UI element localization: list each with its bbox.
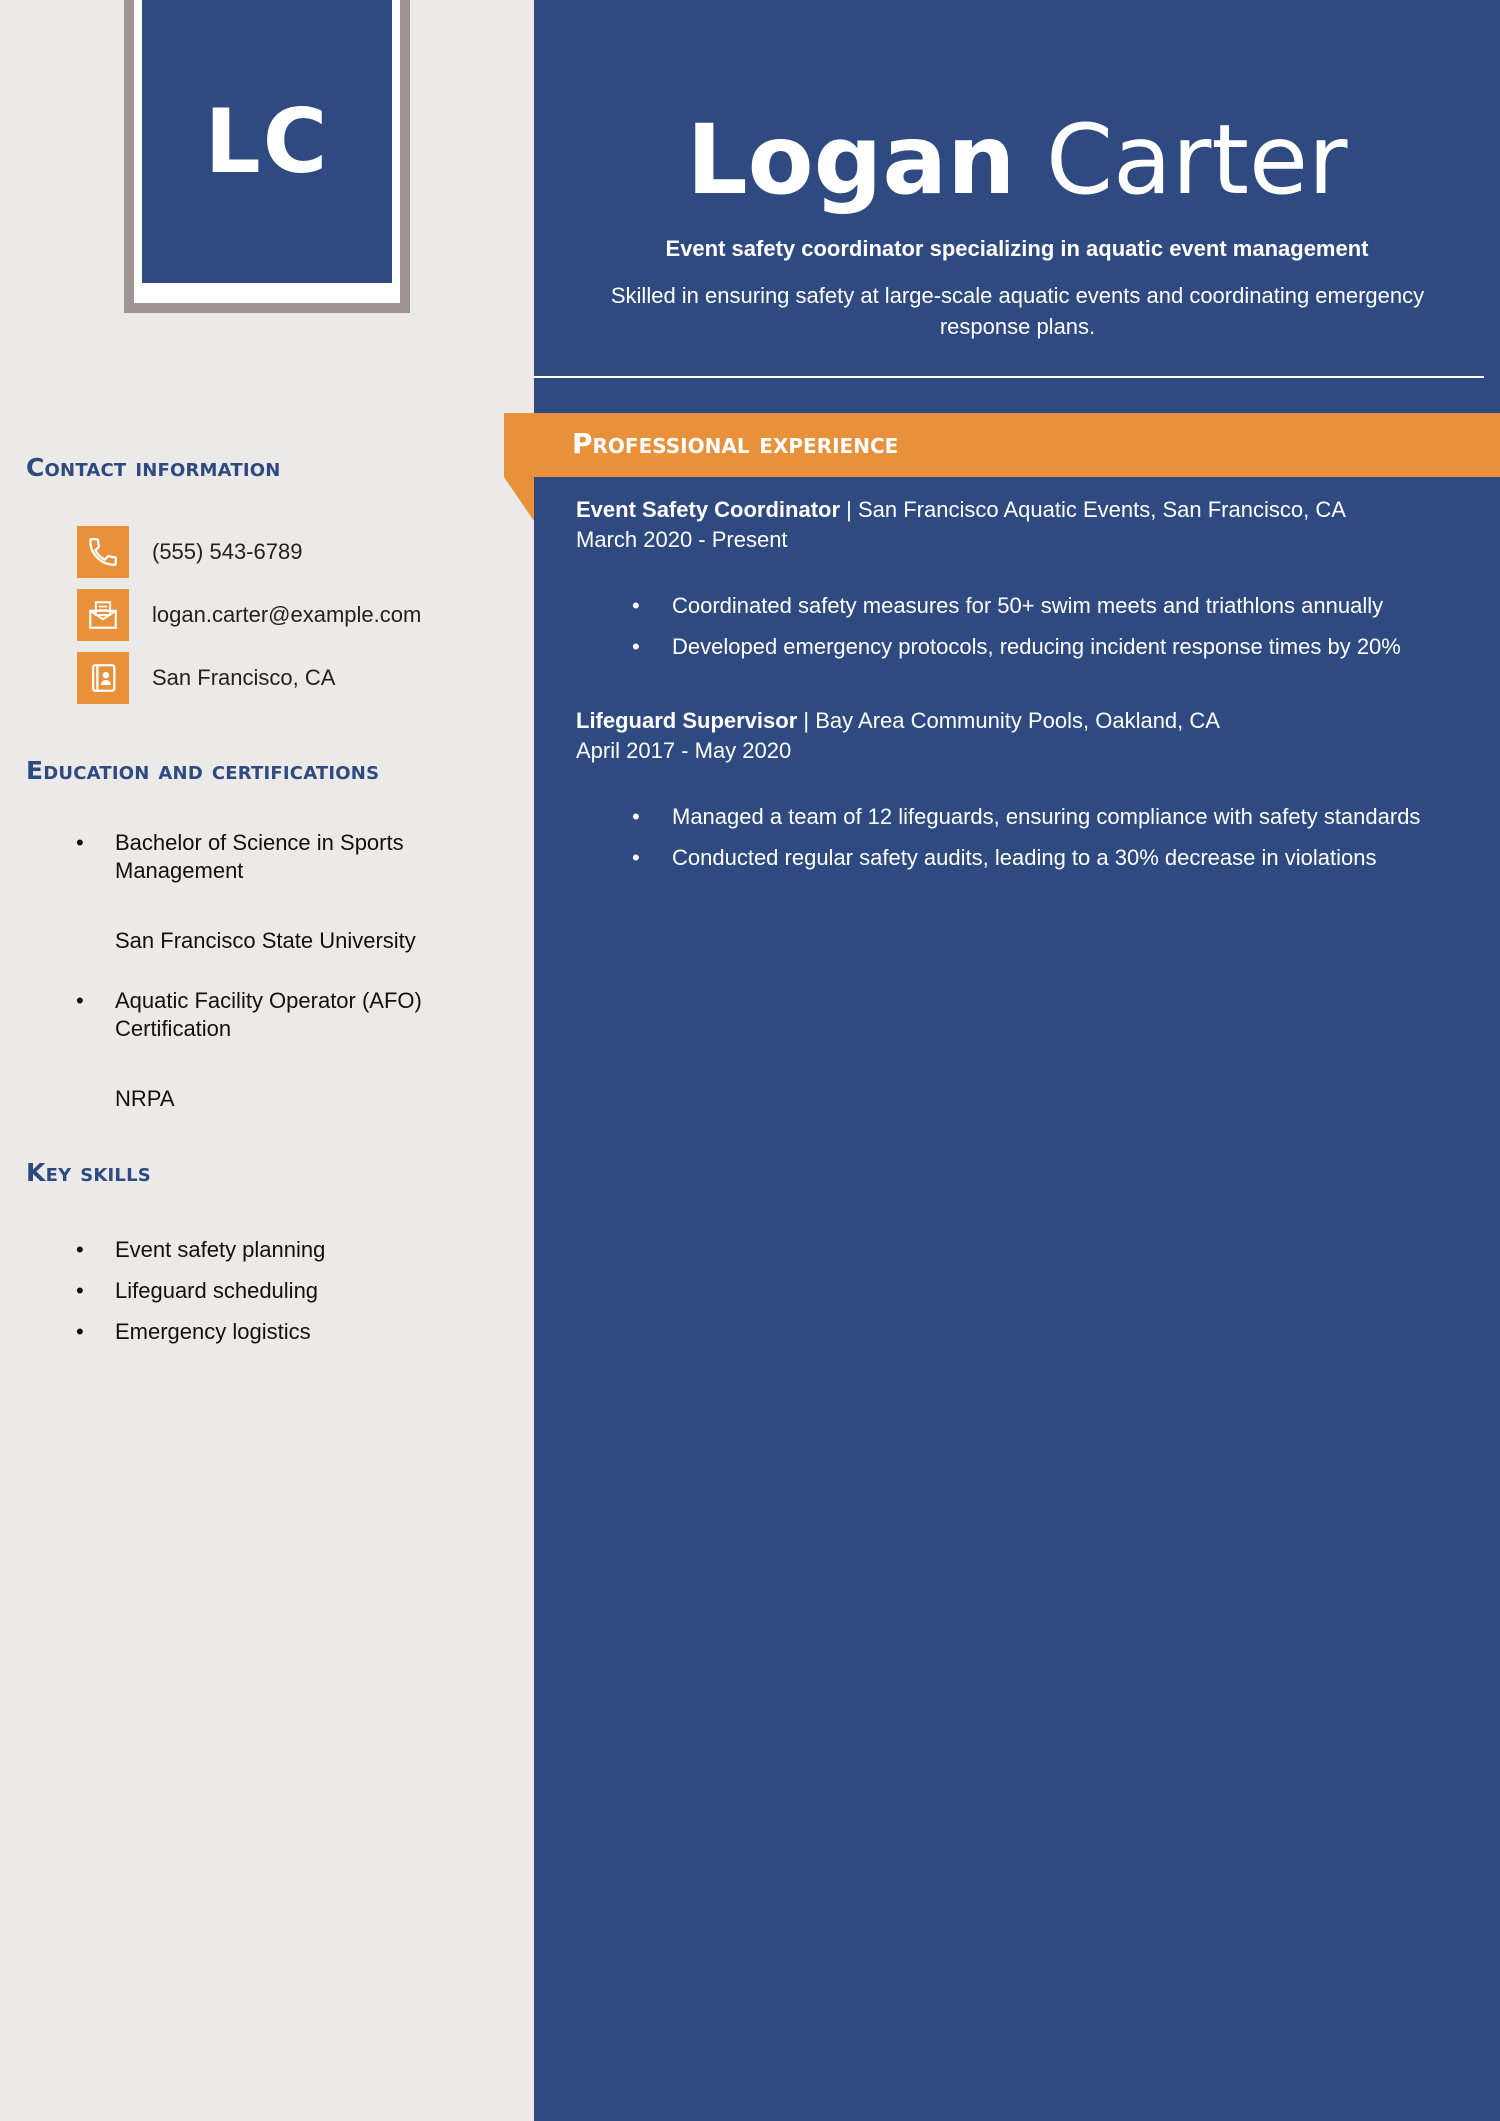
job-entry xyxy=(576,495,1476,667)
job-bullets xyxy=(576,796,1476,878)
job-bullets xyxy=(576,585,1476,667)
contact-location: San Francisco, CA xyxy=(152,665,336,690)
job-entry xyxy=(576,706,1476,878)
skill-item: • Lifeguard scheduling xyxy=(26,1270,506,1311)
job-bullet: • Conducted regular safety audits, leading to a 30% decrease in violations xyxy=(576,837,1476,878)
experience-section-title: Professional experience xyxy=(572,427,899,460)
tagline: Event safety coordinator specializing in aquatic event management xyxy=(665,236,1369,261)
job-company: | San Francisco Aquatic Events, San Francisco, CA xyxy=(840,497,1346,522)
job-bullet: • Coordinated safety measures for 50+ swim meets and triathlons annually xyxy=(576,585,1476,626)
address-book-icon xyxy=(77,652,129,704)
contact-section-title: Contact information xyxy=(26,453,281,482)
monogram-box xyxy=(142,0,392,283)
job-heading xyxy=(576,495,1476,525)
institution: San Francisco State University xyxy=(115,928,416,953)
institution: NRPA xyxy=(115,1086,175,1111)
summary: Skilled in ensuring safety at large-scale aquatic events and coordinating emergency response plans. xyxy=(610,283,1425,339)
education-list xyxy=(26,829,506,1113)
first-name: Logan xyxy=(686,104,1016,216)
education-item xyxy=(26,987,506,1043)
education-item xyxy=(26,829,506,885)
contact-item-phone xyxy=(77,526,302,578)
envelope-icon xyxy=(77,589,129,641)
monogram: LC xyxy=(204,90,330,193)
job-dates: April 2017 - May 2020 xyxy=(576,738,792,763)
contact-item-email xyxy=(77,589,421,641)
banner-fold xyxy=(504,477,534,521)
header-divider xyxy=(534,376,1484,378)
job-role: Event Safety Coordinator xyxy=(576,497,841,522)
job-company: | Bay Area Community Pools, Oakland, CA xyxy=(797,708,1220,733)
job-bullet: • Developed emergency protocols, reducing incident response times by 20% xyxy=(576,626,1476,667)
job-heading xyxy=(576,706,1476,736)
candidate-name xyxy=(534,100,1500,220)
phone-icon xyxy=(77,526,129,578)
skills-section-title: Key skills xyxy=(26,1158,151,1187)
skills-list xyxy=(26,1229,506,1352)
skill-item: • Emergency logistics xyxy=(26,1311,506,1352)
job-role: Lifeguard Supervisor xyxy=(576,708,798,733)
last-name: Carter xyxy=(1045,104,1348,216)
job-dates: March 2020 - Present xyxy=(576,527,788,552)
job-bullet: • Managed a team of 12 lifeguards, ensuring compliance with safety standards xyxy=(576,796,1476,837)
contact-item-location xyxy=(77,652,335,704)
skill-item: • Event safety planning xyxy=(26,1229,506,1270)
degree-name: Bachelor of Science in Sports Management xyxy=(115,830,404,883)
contact-email[interactable]: logan.carter@example.com xyxy=(152,602,422,627)
certification-name: Aquatic Facility Operator (AFO) Certification xyxy=(115,988,422,1041)
education-section-title: Education and certifications xyxy=(26,756,380,785)
contact-phone[interactable]: (555) 543-6789 xyxy=(152,539,303,564)
monogram-frame xyxy=(124,0,410,313)
